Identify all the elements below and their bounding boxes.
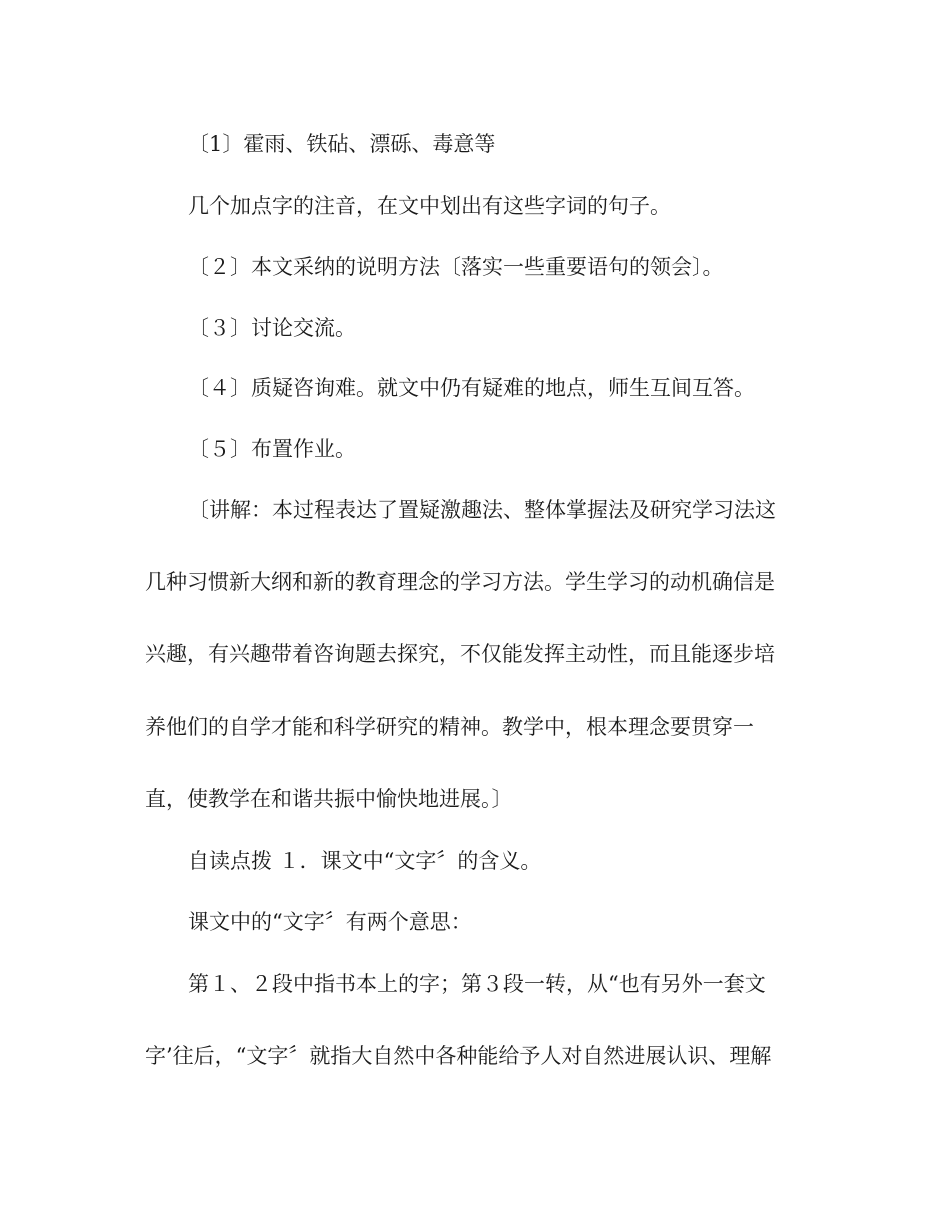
- paragraph-item-4: 〔４〕质疑咨询难。就文中仍有疑难的地点，师生互间互答。: [188, 376, 755, 400]
- explanation-line-5: 直，使教学在和谐共振中愉快地进展。〕: [145, 787, 513, 811]
- explanation-line-3: 兴趣，有兴趣带着咨询题去探究，不仅能发挥主动性，而且能逐步培: [145, 642, 775, 666]
- paragraph-item-1: 〔1〕霍雨、铁砧、漂砾、毒意等: [188, 132, 496, 156]
- explanation-line-4: 养他们的自学才能和科学研究的精神。教学中，根本理念要贯穿一: [145, 715, 754, 739]
- reading-guide-line-3: 字’往后，“文字〞就指大自然中各种能给予人对自然进展认识、理解: [145, 1044, 772, 1068]
- paragraph-item-5: 〔５〕布置作业。: [188, 437, 356, 461]
- reading-guide-line-2: 第１、２段中指书本上的字；第３段一转，从“也有另外一套文: [188, 972, 766, 996]
- reading-guide-line-1: 课文中的“文字〞有两个意思：: [188, 910, 472, 934]
- explanation-line-1: 〔讲解：本过程表达了置疑激趣法、整体掌握法及研究学习法这: [188, 498, 776, 522]
- reading-guide-heading: 自读点拨 １．课文中“文字〞的含义。: [188, 849, 542, 873]
- paragraph-instruction: 几个加点字的注音，在文中划出有这些字词的句子。: [188, 194, 671, 218]
- paragraph-item-2: 〔２〕本文采纳的说明方法〔落实一些重要语句的领会〕。: [188, 255, 724, 279]
- paragraph-item-3: 〔３〕讨论交流。: [188, 316, 356, 340]
- explanation-line-2: 几种习惯新大纲和新的教育理念的学习方法。学生学习的动机确信是: [145, 570, 775, 594]
